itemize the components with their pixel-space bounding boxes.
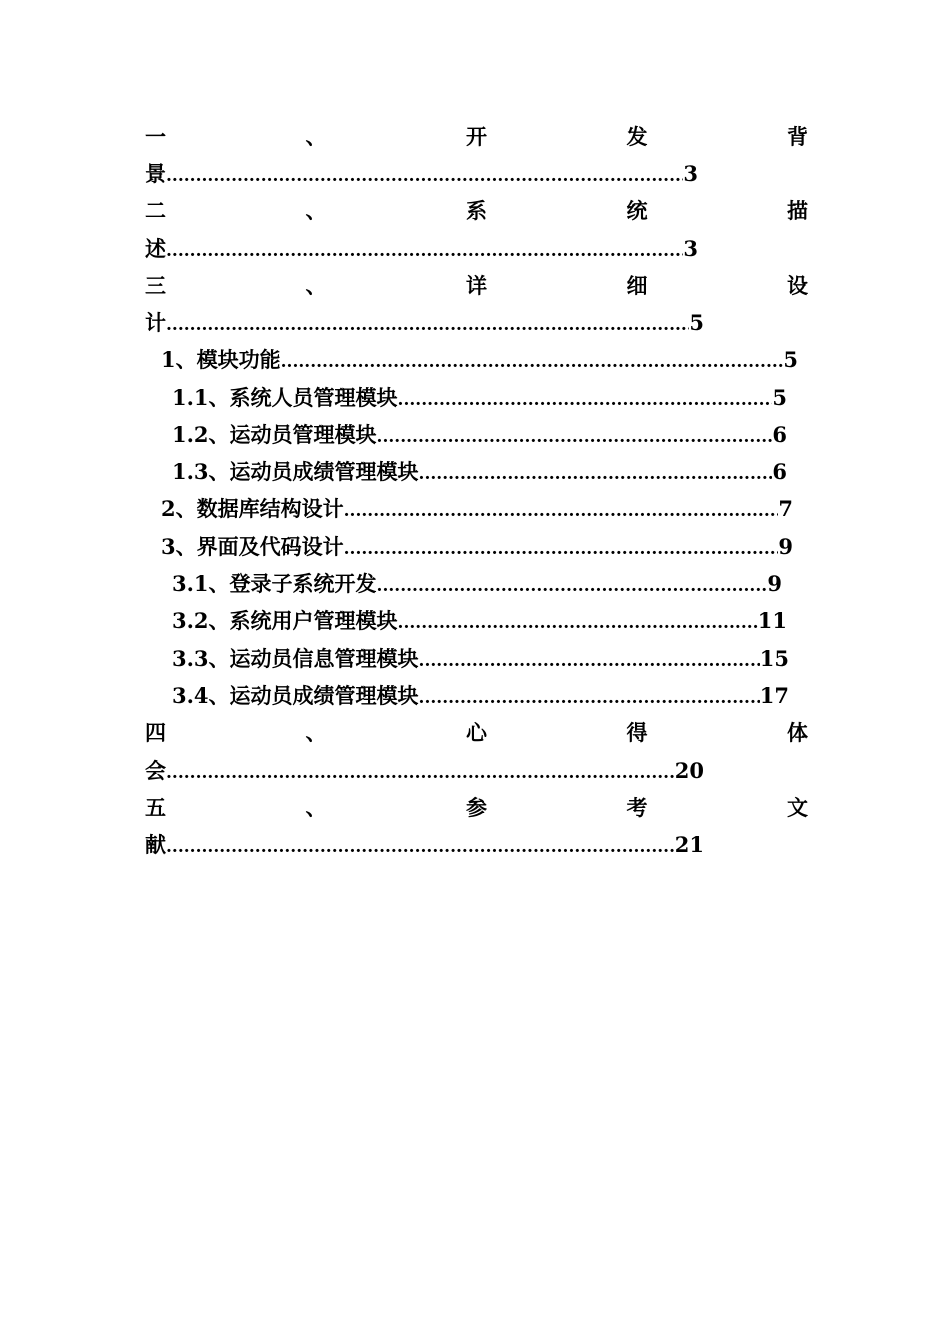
toc-section-3-1[interactable] [172,565,782,602]
toc-char: 详 [466,273,487,298]
toc-entry-label: 1.1、系统人员管理模块 [172,385,398,410]
toc-page-number: 5 [783,347,798,372]
toc-entry-label: 1、模块功能 [161,347,281,372]
dot-leader [419,456,773,490]
toc-char: 发 [626,124,648,149]
toc-section-3-4[interactable] [172,677,789,714]
toc-section-1-2[interactable] [172,416,787,453]
toc-char: 、 [305,795,327,820]
toc-page-number: 6 [772,459,787,484]
toc-char: 四 [145,720,166,745]
toc-entry-label: 3.3、运动员信息管理模块 [172,646,419,671]
toc-chapter-4-entry[interactable] [145,752,704,789]
toc-page-number: 5 [689,310,704,335]
toc-entry-label: 献 [145,832,166,857]
toc-section-2[interactable] [161,490,793,527]
dot-leader [344,531,779,565]
toc-char: 、 [305,720,327,745]
dot-leader [281,344,784,378]
toc-entry-label: 计 [145,310,166,335]
toc-chapter-1-entry[interactable] [145,155,698,192]
toc-char: 开 [466,124,487,149]
toc-page-number: 21 [674,832,704,857]
toc-page-number: 20 [674,758,704,783]
toc-char: 体 [787,720,808,745]
toc-page-number: 9 [767,571,782,596]
dot-leader [377,568,768,602]
toc-char: 五 [145,795,166,820]
toc-char: 统 [626,198,648,223]
toc-char: 描 [787,198,808,223]
toc-entry-label: 3.2、系统用户管理模块 [172,608,398,633]
toc-chapter-2-heading [145,192,808,229]
toc-section-3-3[interactable] [172,640,789,677]
toc-chapter-4-heading [145,714,808,751]
toc-char: 三 [145,273,166,298]
toc-char: 、 [305,198,327,223]
toc-section-1-3[interactable] [172,453,787,490]
toc-char: 二 [145,198,166,223]
toc-entry-label: 1.3、运动员成绩管理模块 [172,459,419,484]
dot-leader [377,419,773,453]
dot-leader [344,493,779,527]
dot-leader [398,605,758,639]
toc-page-number: 9 [778,534,793,559]
dot-leader [398,382,773,416]
toc-chapter-5-heading [145,789,808,826]
dot-leader [419,643,760,677]
dot-leader [166,755,675,789]
toc-page-number: 5 [772,385,787,410]
toc-char: 参 [466,795,487,820]
toc-entry-label: 景 [145,161,166,186]
toc-entry-label: 1.2、运动员管理模块 [172,422,377,447]
toc-page-number: 3 [683,161,698,186]
toc-page-number: 11 [757,608,787,633]
dot-leader [166,158,683,192]
toc-chapter-3-heading [145,267,808,304]
toc-entry-label: 3.4、运动员成绩管理模块 [172,683,419,708]
toc-entry-label: 3、界面及代码设计 [161,534,344,559]
toc-section-3-2[interactable] [172,602,787,639]
toc-char: 系 [466,198,487,223]
dot-leader [166,233,683,267]
toc-char: 一 [145,124,166,149]
toc-section-1-1[interactable] [172,379,787,416]
toc-char: 得 [626,720,648,745]
toc-section-3[interactable] [161,528,793,565]
toc-page-number: 7 [778,496,793,521]
toc-page-number: 3 [683,236,698,261]
toc-entry-label: 2、数据库结构设计 [161,496,344,521]
toc-page-number: 15 [759,646,789,671]
toc-char: 心 [466,720,487,745]
toc-chapter-5-entry[interactable] [145,826,704,863]
toc-char: 设 [787,273,808,298]
toc-char: 细 [626,273,648,298]
dot-leader [166,307,689,341]
toc-char: 文 [787,795,808,820]
toc-char: 、 [305,124,327,149]
toc-entry-label: 会 [145,758,166,783]
toc-char: 考 [626,795,648,820]
toc-chapter-1-heading [145,118,808,155]
toc-char: 、 [305,273,327,298]
toc-page-number: 17 [759,683,789,708]
toc-entry-label: 3.1、登录子系统开发 [172,571,377,596]
toc-entry-label: 述 [145,236,166,261]
toc-page-number: 6 [772,422,787,447]
dot-leader [166,829,675,863]
toc-char: 背 [787,124,808,149]
toc-chapter-3-entry[interactable] [145,304,704,341]
toc-chapter-2-entry[interactable] [145,230,698,267]
toc-section-1[interactable] [161,341,798,378]
dot-leader [419,680,760,714]
